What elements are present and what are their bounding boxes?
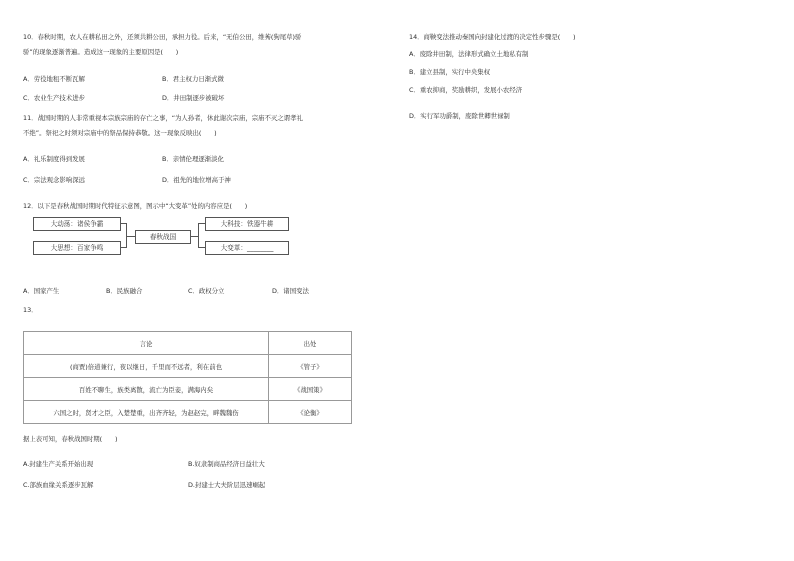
q11-stem-line1: 11．战国时期的人非常重视本宗族宗庙的存亡之事，“为人孙者，休此谢次宗庙，宗庙不灭之谓孝礼 bbox=[23, 114, 303, 122]
table-cell: 《论衡》 bbox=[269, 401, 352, 424]
q12-option-a: A．国家产生 bbox=[23, 287, 60, 295]
diagram-connector bbox=[198, 223, 199, 248]
q10-option-a: A．劳役地租不断瓦解 bbox=[23, 75, 85, 83]
q11-option-c: C．宗法观念影响深远 bbox=[23, 176, 85, 184]
q10-option-d: D．井田制逐步被破坏 bbox=[162, 94, 225, 102]
table-row bbox=[24, 401, 352, 424]
q14-option-d: D．实行军功爵制，废除世卿世禄制 bbox=[409, 112, 510, 120]
diagram-connector bbox=[198, 223, 205, 224]
q11-option-b: B．亲情伦理逐渐淡化 bbox=[162, 155, 224, 163]
diagram-connector bbox=[198, 247, 205, 248]
q12-option-b: B．民族融合 bbox=[106, 287, 143, 295]
table-row bbox=[24, 378, 352, 401]
q10-stem-line1: 10．春秋时期，农人在耕私田之外，还须共耕公田，承担力役。后来，“无伯公田，维莠(狗尾草)骄 bbox=[23, 33, 302, 41]
q10-option-c: C．农业生产技术进步 bbox=[23, 94, 85, 102]
table-cell: 《管子》 bbox=[269, 355, 352, 378]
diagram-connector bbox=[190, 236, 198, 237]
q13-option-a: A.封建生产关系开始出现 bbox=[23, 460, 94, 468]
q13-number: 13． bbox=[23, 306, 38, 314]
q12-stem: 12．以下是春秋战国时期时代特征示意图，图示中“大变革”处的内容应是( ) bbox=[23, 202, 248, 210]
q14-option-a: A．废除井田制，法律形式确立土地私有制 bbox=[409, 50, 529, 58]
diagram-box-turmoil: 大动荡：诸侯争霸 bbox=[33, 217, 121, 231]
diagram-box-technology: 大科技：铁器牛耕 bbox=[205, 217, 289, 231]
q14-stem: 14．商鞅变法推动秦国向封建化过渡的决定性步骤是( ) bbox=[409, 33, 576, 41]
table-cell: 百姓不聊生，族类离散，流亡为臣妾，满海内矣 bbox=[24, 378, 269, 401]
q13-option-c: C.部族血缘关系逐步瓦解 bbox=[23, 481, 94, 489]
q13-option-b: B.奴隶制商品经济日益壮大 bbox=[188, 460, 265, 468]
diagram-box-center: 春秋战国 bbox=[135, 230, 191, 244]
table-header-row bbox=[24, 332, 352, 355]
table-cell: 六国之时，贤才之臣，入楚楚重，出齐齐轻，为赵赵完，畔魏魏伤 bbox=[24, 401, 269, 424]
q11-stem-line2: 不绝”。祭祀之时须对宗庙中的祭品保持恭敬。这一现象反映出( ) bbox=[23, 129, 217, 137]
table-row bbox=[24, 355, 352, 378]
q14-option-c: C．重农抑商，奖励耕织，发展小农经济 bbox=[409, 86, 523, 94]
q10-option-b: B．君主权力日渐式微 bbox=[162, 75, 224, 83]
q12-option-c: C．政权分立 bbox=[188, 287, 225, 295]
q13-option-d: D.封建士大夫阶层迅速崛起 bbox=[188, 481, 266, 489]
q11-option-a: A．礼乐制度得到发展 bbox=[23, 155, 85, 163]
q11-option-d: D．祖先的地位增高于神 bbox=[162, 176, 231, 184]
q13-source-table bbox=[23, 331, 352, 424]
q10-stem-line2: 骄”的现象逐渐普遍。造成这一现象的主要原因是( ) bbox=[23, 48, 179, 56]
table-header-cell: 出处 bbox=[269, 332, 352, 355]
q12-option-d: D．诸国变法 bbox=[272, 287, 309, 295]
diagram-connector bbox=[126, 236, 135, 237]
q14-option-b: B．建立县制，实行中央集权 bbox=[409, 68, 491, 76]
table-header-cell: 言论 bbox=[24, 332, 269, 355]
table-cell: (商贾)倍道兼行，夜以继日，千里而不远者，利在前也 bbox=[24, 355, 269, 378]
table-cell: 《战国策》 bbox=[269, 378, 352, 401]
diagram-box-thought: 大思想：百家争鸣 bbox=[33, 241, 121, 255]
diagram-box-reform: 大变革：________ bbox=[205, 241, 289, 255]
q13-stem: 据上表可知，春秋战国时期( ) bbox=[23, 435, 118, 443]
